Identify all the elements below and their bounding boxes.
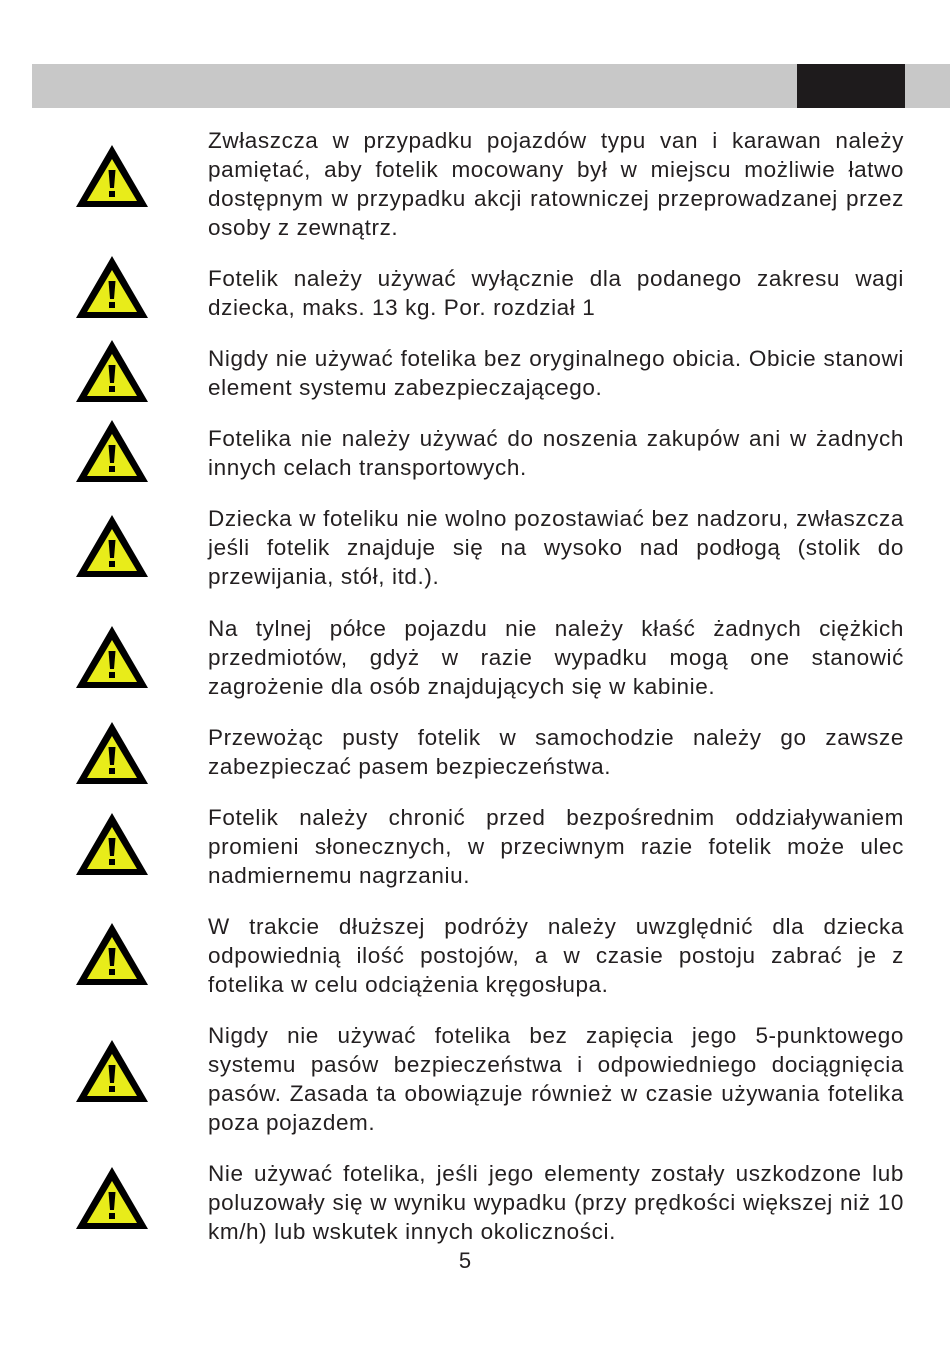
warning-triangle-icon	[74, 1165, 150, 1231]
warning-text: Dziecka w foteliku nie wolno pozostawiać bez nadzoru, zwłaszcza jeśli fotelik znajduje się na wysoko nad podłogą (stolik do przewijania, stół, itd.).	[208, 506, 904, 589]
warning-text: Na tylnej półce pojazdu nie należy kłaść żadnych ciężkich przedmiotów, gdyż w razie wypadku mogą one stanowić zagrożenie dla osób znajdujących się w kabinie.	[208, 616, 904, 699]
warning-text: Nigdy nie używać fotelika bez oryginalnego obicia. Obicie stanowi element systemu zabezpieczającego.	[208, 346, 904, 400]
warning-text: W trakcie dłuższej podróży należy uwzględnić dla dziecka odpowiednią ilość postojów, a w czasie postoju zabrać je z fotelika w celu odciążenia kręgosłupa.	[208, 914, 904, 997]
warning-triangle-icon	[74, 143, 150, 209]
warning-text: Fotelik należy używać wyłącznie dla podanego zakresu wagi dziecka, maks. 13 kg. Por. rozdział 1	[208, 266, 904, 320]
warning-text: Przewożąc pusty fotelik w samochodzie należy go zawsze zabezpieczać pasem bezpieczeństwa.	[208, 725, 904, 779]
warning-text: Nie używać fotelika, jeśli jego elementy zostały uszkodzone lub poluzowały się w wyniku wypadku (przy prędkości większej niż 10 km/h) lub wskutek innych okoliczności.	[208, 1161, 904, 1244]
warning-text: Zwłaszcza w przypadku pojazdów typu van i karawan należy pamiętać, aby fotelik mocowany był w miejscu możliwie łatwo dostępnym w przypadku akcji ratowniczej przeprowadzanej przez osoby z zewnątrz.	[208, 128, 904, 240]
warning-triangle-icon	[74, 811, 150, 877]
warning-triangle-icon	[74, 254, 150, 320]
warning-triangle-icon	[74, 720, 150, 786]
warning-triangle-icon	[74, 338, 150, 404]
warning-triangle-icon	[74, 624, 150, 690]
warning-triangle-icon	[74, 921, 150, 987]
warning-text: Fotelika nie należy używać do noszenia zakupów ani w żadnych innych celach transportowych.	[208, 426, 904, 480]
page-number: 5	[458, 1248, 472, 1273]
header-section-marker	[797, 64, 905, 108]
warning-triangle-icon	[74, 1038, 150, 1104]
warning-text: Fotelik należy chronić przed bezpośrednim oddziaływaniem promieni słonecznych, w przeciwnym razie fotelik może ulec nadmiernemu nagrzaniu.	[208, 805, 904, 888]
warning-text: Nigdy nie używać fotelika bez zapięcia jego 5-punktowego systemu pasów bezpieczeństwa i odpowiedniego dociągnięcia pasów. Zasada ta obowiązuje również w czasie używania fotelika poza pojazdem.	[208, 1023, 904, 1135]
warning-triangle-icon	[74, 418, 150, 484]
warning-triangle-icon	[74, 513, 150, 579]
